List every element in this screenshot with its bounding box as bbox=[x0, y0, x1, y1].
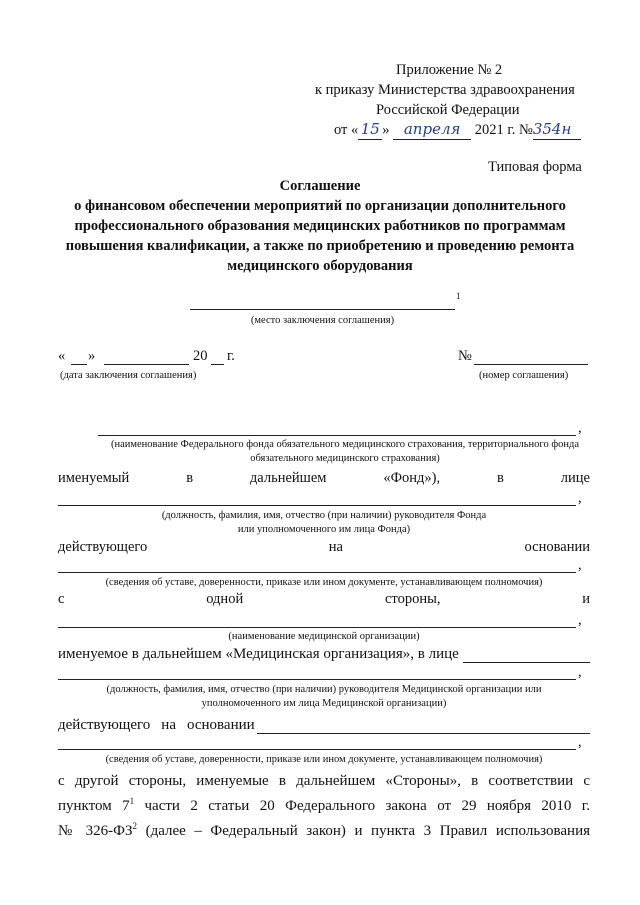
word: стороны, bbox=[384, 591, 441, 607]
org-caption: (наименование медицинской организации) bbox=[228, 631, 420, 642]
org-basis-line bbox=[58, 749, 576, 750]
org-rep-name-field bbox=[463, 648, 590, 663]
date-year: 2021 г. № bbox=[474, 122, 533, 138]
text: части 2 статьи 20 Федерального закона от 29 ноября 2010 г. bbox=[134, 798, 590, 814]
month-field-line bbox=[104, 364, 189, 365]
fund-basis-line bbox=[58, 572, 576, 573]
paragraph-line-3 bbox=[58, 819, 590, 844]
word: в bbox=[186, 470, 194, 486]
fund-basis-comma: , bbox=[578, 557, 582, 573]
year-prefix: 20 bbox=[193, 348, 208, 364]
agreement-title: Соглашение bbox=[279, 178, 361, 194]
text: пунктом 7 bbox=[58, 798, 130, 814]
text: (далее – Федеральный закон) и пункта 3 Правил использования bbox=[137, 823, 591, 839]
org-rep-line bbox=[58, 679, 576, 680]
year-suffix: г. bbox=[227, 348, 235, 364]
federation-label: Российской Федерации bbox=[376, 102, 520, 118]
agreement-subtitle-line-2: профессионального образования медицинских работников по программам bbox=[74, 218, 566, 234]
org-basis-comma: , bbox=[578, 734, 582, 750]
fund-caption-line-2: обязательного медицинского страхования) bbox=[250, 453, 440, 464]
footnote-mark-1: 1 bbox=[456, 291, 461, 301]
date-caption: (дата заключения соглашения) bbox=[60, 370, 197, 381]
text: № 326-ФЗ bbox=[58, 823, 133, 839]
one-side-line bbox=[58, 591, 590, 608]
paragraph-line-1: с другой стороны, именуемые в дальнейшем «Стороны», в соответствии с bbox=[58, 773, 590, 789]
order-date-line bbox=[334, 119, 581, 140]
date-prefix: от « bbox=[334, 122, 359, 138]
fund-named-line bbox=[58, 470, 590, 487]
word: именуемый bbox=[58, 470, 130, 486]
org-name-comma: , bbox=[578, 612, 582, 628]
fund-basis-caption: (сведения об уставе, доверенности, приказе или ином документе, устанавливающем полномочия) bbox=[105, 577, 543, 588]
fund-acting-line bbox=[58, 539, 590, 556]
day-field-line bbox=[71, 364, 87, 365]
number-caption: (номер соглашения) bbox=[479, 370, 569, 381]
word: дальнейшем bbox=[249, 470, 327, 486]
agreement-subtitle-line-1: о финансовом обеспечении мероприятий по организации дополнительного bbox=[74, 198, 566, 214]
place-field-line bbox=[190, 309, 455, 310]
word: на bbox=[161, 717, 176, 733]
date-close-quote: » bbox=[88, 348, 96, 364]
fund-rep-caption-line-2: или уполномоченного им лица Фонда) bbox=[237, 524, 411, 535]
fund-rep-line bbox=[58, 505, 576, 506]
footnote-ref: 2 bbox=[132, 821, 138, 831]
agreement-subtitle-line-4: медицинского оборудования bbox=[227, 258, 413, 274]
fund-caption-line-1: (наименование Федерального фонда обязательного медицинского страхования, территориального фонда bbox=[110, 439, 580, 450]
fund-name-line bbox=[98, 435, 576, 436]
handwritten-month: апреля bbox=[393, 119, 471, 140]
word: и bbox=[582, 591, 590, 607]
org-acting-line bbox=[58, 717, 590, 734]
place-caption: (место заключения соглашения) bbox=[250, 315, 395, 326]
word: действующего bbox=[58, 539, 148, 555]
handwritten-day: 15 bbox=[358, 119, 382, 140]
org-rep-comma: , bbox=[578, 664, 582, 680]
word: действующего bbox=[58, 717, 151, 733]
org-named-text: именуемое в дальнейшем «Медицинская организация», в лице bbox=[58, 646, 459, 662]
word: основании bbox=[186, 717, 255, 733]
word: одной bbox=[206, 591, 244, 607]
fund-rep-comma: , bbox=[578, 490, 582, 506]
paragraph-line-2 bbox=[58, 794, 590, 819]
fund-rep-caption-line-1: (должность, фамилия, имя, отчество (при наличии) руководителя Фонда bbox=[161, 510, 487, 521]
word: основании bbox=[524, 539, 590, 555]
form-type-label: Типовая форма bbox=[488, 159, 582, 175]
org-basis-field bbox=[257, 719, 590, 734]
year-field-line bbox=[211, 364, 224, 365]
appendix-label: Приложение № 2 bbox=[396, 62, 503, 78]
date-mid: » bbox=[382, 122, 390, 138]
word: лице bbox=[560, 470, 590, 486]
org-rep-caption-line-1: (должность, фамилия, имя, отчество (при наличии) руководителя Медицинской организации или bbox=[106, 684, 542, 695]
footnote-ref: 1 bbox=[129, 796, 135, 806]
org-basis-caption: (сведения об уставе, доверенности, приказе или ином документе, устанавливающем полномочия) bbox=[105, 754, 543, 765]
fund-name-comma: , bbox=[578, 420, 582, 436]
handwritten-order-number: 354н bbox=[533, 119, 581, 140]
number-sign: № bbox=[458, 348, 472, 364]
word: «Фонд»), bbox=[383, 470, 441, 486]
org-named-line bbox=[58, 646, 590, 663]
date-open-quote: « bbox=[58, 348, 66, 364]
word: в bbox=[497, 470, 504, 486]
word: с bbox=[58, 591, 65, 607]
org-rep-caption-line-2: уполномоченного им лица Медицинской организации) bbox=[201, 698, 447, 709]
agreement-subtitle-line-3: повышения квалификации, а также по приобретению и проведению ремонта bbox=[65, 238, 575, 254]
word: на bbox=[328, 539, 343, 555]
order-reference: к приказу Министерства здравоохранения bbox=[315, 82, 575, 98]
org-name-line bbox=[58, 627, 576, 628]
agreement-number-line bbox=[474, 364, 588, 365]
